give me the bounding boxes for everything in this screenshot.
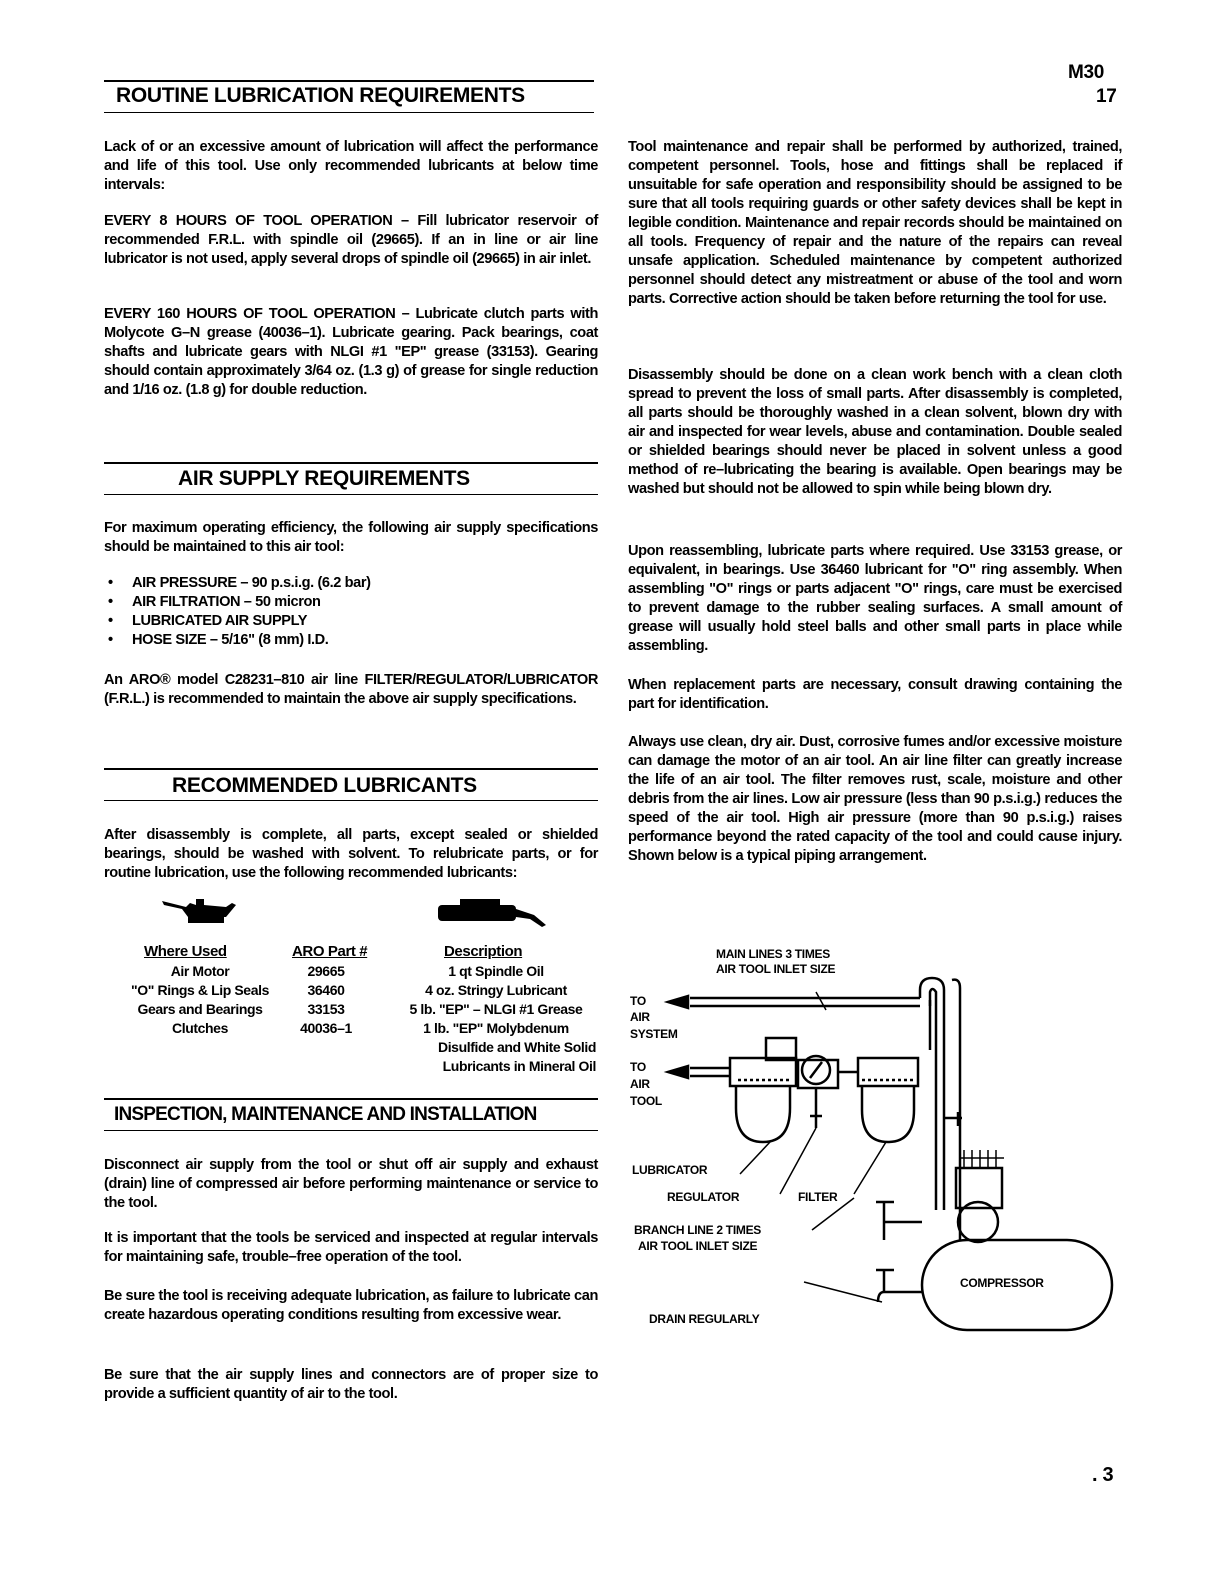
right-paragraph-5: Always use clean, dry air. Dust, corrosive fumes and/or excessive moisture can damage the motor of an air tool. An air line filter can greatly increase the life of an air tool. The filter removes rust, scale, moisture and other debris from the air lines. Low air pressure (less than 90 p.s.i.g.) reduces the speed of the air tool. High air pressure (more than 90 p.s.i.g.) raises performance beyond the rated capacity of the tool and could cause injury. Shown below is a typical piping arrangement.	[628, 734, 1122, 864]
table-cell-part: 29665	[307, 963, 345, 979]
inspection-paragraph-4: Be sure that the air supply lines and connectors are of proper size to provide a sufficient quantity of air to the tool.	[104, 1367, 598, 1402]
inspection-paragraph-1: Disconnect air supply from the tool or shut off air supply and exhaust (drain) line of compressed air before performing maintenance or service to the tool.	[104, 1157, 598, 1211]
diagram-label-main-lines: AIR TOOL INLET SIZE	[716, 962, 836, 976]
inspection-paragraph-3: Be sure the tool is receiving adequate lubrication, as failure to lubricate can create hazardous operating conditions resulting from excessive wear.	[104, 1288, 598, 1323]
lubricant-table	[110, 942, 598, 1082]
table-cell-description: 4 oz. Stringy Lubricant	[425, 982, 567, 998]
lubricator-body	[730, 1058, 796, 1086]
main-line	[690, 998, 920, 1006]
routine-intro: Lack of or an excessive amount of lubrication will affect the performance and life of this tool. Use only recommended lubricants at below time intervals:	[104, 139, 598, 193]
diagram-label-to-air-system: AIR	[630, 1010, 650, 1024]
filter-body	[858, 1058, 918, 1086]
column-header-where-used: Where Used	[144, 943, 227, 960]
air-supply-heading: AIR SUPPLY REQUIREMENTS	[178, 467, 470, 490]
air-supply-bullet: • AIR FILTRATION – 50 micron	[108, 594, 321, 610]
table-cell-where: Gears and Bearings	[137, 1001, 263, 1017]
column-header-aro-part: ARO Part #	[292, 943, 368, 960]
oil-can-icon	[160, 895, 240, 927]
section-rule-top	[104, 1098, 598, 1100]
section-rule-bottom	[104, 800, 598, 801]
diagram-label-to-air-tool: TOOL	[630, 1094, 662, 1108]
arrow-to-air-tool	[668, 1066, 688, 1078]
table-cell-description-cont: Disulfide and White Solid	[437, 1039, 596, 1055]
air-supply-intro: For maximum operating efficiency, the following air supply specifications should be maintained to this air tool:	[104, 520, 598, 555]
section-rule-top	[104, 768, 598, 770]
table-cell-where: Air Motor	[170, 963, 230, 979]
inspection-paragraph-2: It is important that the tools be serviced and inspected at regular intervals for maintaining safe, trouble–free operation of the tool.	[104, 1230, 598, 1265]
air-supply-bullet: • HOSE SIZE – 5/16" (8 mm) I.D.	[108, 632, 329, 648]
inspection-heading: INSPECTION, MAINTENANCE AND INSTALLATION	[114, 1104, 537, 1125]
table-cell-description: 1 lb. "EP" Molybdenum	[423, 1020, 569, 1036]
page-number: . 3	[1092, 1464, 1114, 1486]
table-cell-part: 33153	[307, 1001, 345, 1017]
column-header-description: Description	[444, 943, 523, 960]
air-supply-bullet: • LUBRICATED AIR SUPPLY	[108, 613, 308, 629]
table-cell-description: 1 qt Spindle Oil	[448, 963, 544, 979]
right-paragraph-4: When replacement parts are necessary, consult drawing containing the part for identification.	[628, 677, 1122, 712]
table-cell-part: 40036–1	[300, 1020, 352, 1036]
table-cell-description-cont: Lubricants in Mineral Oil	[442, 1058, 596, 1074]
table-cell-description: 5 lb. "EP" – NLGI #1 Grease	[409, 1001, 583, 1017]
section-rule-bottom	[104, 494, 598, 495]
arrow-to-air-system	[668, 996, 688, 1008]
lubricants-intro: After disassembly is complete, all parts, except sealed or shielded bearings, should be washed with solvent. To relubricate parts, or for routine lubrication, use the following recommended lubricants:	[104, 827, 598, 881]
every-8-hours: EVERY 8 HOURS OF TOOL OPERATION – Fill lubricator reservoir of recommended F.R.L. with spindle oil (29665). If an in line or air line lubricator is not used, apply several drops of spindle oil (29665) in air inlet.	[104, 213, 598, 267]
piping-diagram	[620, 940, 1120, 1340]
recommended-lubricants-heading: RECOMMENDED LUBRICANTS	[172, 774, 477, 797]
section-rule-top	[104, 462, 598, 464]
diagram-label-to-air-system: SYSTEM	[630, 1027, 678, 1041]
table-cell-part: 36460	[307, 982, 345, 998]
diagram-label-branch-line: AIR TOOL INLET SIZE	[638, 1239, 758, 1253]
page-reference: 17	[1096, 86, 1117, 107]
right-paragraph-3: Upon reassembling, lubricate parts where required. Use 33153 grease, or equivalent, in bearings. Use 36460 lubricant for "O" ring assembly. When assembling "O" rings or parts adjacent "O" rings, care must be exercised to prevent damage to the rubber sealing surfaces. A small amount of grease will usually hold steel balls and other small parts in place while assembling.	[628, 543, 1122, 654]
section-rule-bottom	[104, 1130, 598, 1131]
diagram-label-branch-line: BRANCH LINE 2 TIMES	[634, 1223, 761, 1237]
frl-note: An ARO® model C28231–810 air line FILTER/REGULATOR/LUBRICATOR (F.R.L.) is recommended to maintain the above air supply specifications.	[104, 672, 598, 707]
table-cell-where: Clutches	[172, 1020, 228, 1036]
section-rule-bottom	[104, 112, 594, 113]
diagram-label-lubricator: LUBRICATOR	[632, 1163, 708, 1177]
diagram-label-compressor: COMPRESSOR	[960, 1276, 1044, 1290]
section-rule-top	[104, 80, 594, 82]
every-160-hours: EVERY 160 HOURS OF TOOL OPERATION – Lubricate clutch parts with Molycote G–N grease (40036–1). Lubricate gearing. Pack bearings, coat shafts and lubricate gears with NLGI #1 "EP" grease (33153). Gearing should contain approximately 3/64 oz. (1.3 g) of grease for single reduction and 1/16 oz. (1.8 g) for double reduction.	[104, 306, 598, 398]
table-cell-where: "O" Rings & Lip Seals	[131, 982, 269, 998]
routine-lubrication-heading: ROUTINE LUBRICATION REQUIREMENTS	[116, 84, 525, 107]
diagram-label-main-lines: MAIN LINES 3 TIMES	[716, 947, 830, 961]
right-paragraph-2: Disassembly should be done on a clean work bench with a clean cloth spread to prevent the loss of small parts. After disassembly is completed, all parts should be thoroughly washed in a clean solvent, blown dry with air and inspected for wear levels, abuse and contamination. Double sealed or shielded bearings should never be placed in solvent unless a good method of re–lubricating the bearing is available. Open bearings may be washed but should not be allowed to spin while being blown dry.	[628, 367, 1122, 497]
diagram-label-to-air-tool: TO	[630, 1060, 646, 1074]
diagram-label-to-air-system: TO	[630, 994, 646, 1008]
right-paragraph-1: Tool maintenance and repair shall be performed by authorized, trained, competent personnel. Tools, hose and fittings shall be replaced if unsuitable for safe operation and responsibility should be assigned to be sure that all tools requiring guards or other safety devices shall be kept in legible condition. Maintenance and repair records should be maintained on all tools. Frequency of repair and the nature of the repairs can reveal unsafe application. Scheduled maintenance by competent authorized personnel should detect any mistreatment or abuse of the tool and worn parts. Corrective action should be taken before returning the tool for use.	[628, 139, 1122, 307]
grease-gun-icon	[438, 895, 548, 929]
diagram-label-to-air-tool: AIR	[630, 1077, 650, 1091]
diagram-label-filter: FILTER	[798, 1190, 838, 1204]
diagram-label-drain: DRAIN REGULARLY	[649, 1312, 760, 1326]
model-number: M30	[1068, 62, 1105, 83]
air-supply-bullet: • AIR PRESSURE – 90 p.s.i.g. (6.2 bar)	[108, 575, 371, 591]
diagram-label-regulator: REGULATOR	[667, 1190, 740, 1204]
